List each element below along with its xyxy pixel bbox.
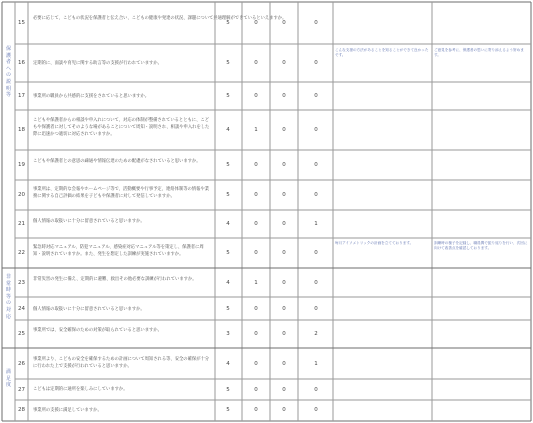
answer-no: 0: [282, 387, 286, 393]
answer-neutral: 1: [254, 280, 258, 286]
answer-unknown: 0: [314, 192, 318, 198]
answer-no: 0: [282, 280, 286, 286]
question-text: 事業所では、安全確保のための対策が取られていると思いますか。: [33, 328, 162, 333]
question-text: 定期的に、面談や育児に関する助言等の支援が行われていますか。: [33, 61, 162, 66]
question-text: 事業所より、こどもの安全を確保するための計画について周知される等、安全の確保が十分に行われた上で支援が行われていると思いますか。: [33, 357, 210, 369]
answer-no: 0: [282, 250, 286, 256]
question-text: 事業所の支援に満足していますか。: [33, 408, 102, 413]
answer-neutral: 0: [254, 331, 258, 337]
answer-yes: 5: [226, 60, 230, 66]
answer-yes: 5: [226, 407, 230, 413]
answer-neutral: 0: [254, 93, 258, 99]
answer-yes: 4: [226, 361, 230, 367]
category-label: 満足度: [5, 369, 11, 389]
answer-unknown: 0: [314, 387, 318, 393]
answer-yes: 5: [226, 387, 230, 393]
question-text: 非常災害の発生に備え、定期的に避難、救出その他必要な訓練が行われていますか。: [33, 277, 197, 282]
answer-yes: 5: [226, 93, 230, 99]
row-number: 21: [18, 221, 25, 227]
row-number: 23: [18, 280, 25, 286]
answer-unknown: 2: [314, 331, 318, 337]
answer-yes: 4: [226, 127, 230, 133]
guardian-comment: 毎月アイソメトリックの計画を立てております。: [335, 241, 414, 245]
question-text: 事業所の職員から共感的に支援をされていると思いますか。: [33, 94, 150, 99]
question-text: 個人情報の取扱いに十分に留意されていると思いますか。: [33, 307, 145, 312]
category-label: 保護者への説明等: [5, 46, 11, 99]
answer-no: 0: [282, 306, 286, 312]
row-number: 28: [18, 407, 25, 413]
row-number: 19: [18, 162, 25, 168]
answer-unknown: 0: [314, 20, 318, 26]
row-number: 25: [18, 331, 25, 337]
answer-yes: 3: [226, 331, 230, 337]
answer-unknown: 0: [314, 93, 318, 99]
answer-no: 0: [282, 127, 286, 133]
guardian-comment: こんな支援の方法があることを知ることができて良かったです。: [335, 48, 429, 57]
question-text: 事業所は、定期的な会報やホームページ等で、活動概要や行事予定、連絡体制等の情報や業務に関する自己評価の結果を子どもや保護者に対して発信していますか。: [33, 187, 209, 199]
question-text: 個人情報の取扱いに十分に留意されていると思いますか。: [33, 219, 145, 224]
answer-no: 0: [282, 93, 286, 99]
answer-neutral: 0: [254, 407, 258, 413]
answer-neutral: 0: [254, 306, 258, 312]
row-number: 26: [18, 361, 25, 367]
answer-no: 0: [282, 407, 286, 413]
answer-no: 0: [282, 361, 286, 367]
answer-yes: 5: [226, 162, 230, 168]
answer-unknown: 1: [314, 221, 318, 227]
answer-unknown: 0: [314, 250, 318, 256]
facility-response: 訓練時の様子を記録し、職員間で振り返りを行い、次回に向けて改善点を確認しております。: [434, 241, 528, 250]
answer-yes: 5: [226, 250, 230, 256]
answer-yes: 5: [226, 306, 230, 312]
answer-no: 0: [282, 192, 286, 198]
answer-no: 0: [282, 221, 286, 227]
answer-unknown: 0: [314, 127, 318, 133]
answer-neutral: 0: [254, 60, 258, 66]
row-number: 15: [18, 20, 25, 26]
row-number: 20: [18, 192, 25, 198]
row-number: 18: [18, 127, 25, 133]
row-number: 24: [18, 306, 25, 312]
answer-neutral: 0: [254, 361, 258, 367]
answer-yes: 5: [226, 20, 230, 26]
question-text: こどもや保護者との意思の疎通や情報伝達のための配慮がなされていると思いますか。: [33, 159, 201, 164]
answer-unknown: 1: [314, 361, 318, 367]
answer-unknown: 0: [314, 60, 318, 66]
answer-neutral: 0: [254, 250, 258, 256]
answer-unknown: 0: [314, 407, 318, 413]
answer-neutral: 0: [254, 20, 258, 26]
answer-unknown: 0: [314, 162, 318, 168]
answer-no: 0: [282, 162, 286, 168]
answer-unknown: 0: [314, 280, 318, 286]
question-text: 必要に応じて、こどもの状況を保護者と伝え合い、こどもの健康や発達の状況、課題について共通理解ができているといえますか。: [33, 16, 287, 21]
answer-neutral: 0: [254, 221, 258, 227]
question-text: こどもは定期的に通所を楽しみにしていますか。: [33, 387, 128, 392]
question-text: 緊急時対応マニュアル、防犯マニュアル、感染症対応マニュアル等を策定し、保護者に周知・説明されていますか。また、発生を想定した訓練が実施されていますか。: [33, 245, 204, 257]
answer-neutral: 1: [254, 127, 258, 133]
answer-unknown: 0: [314, 306, 318, 312]
row-number: 16: [18, 60, 25, 66]
row-number: 22: [18, 250, 25, 256]
answer-neutral: 0: [254, 387, 258, 393]
answer-no: 0: [282, 331, 286, 337]
answer-neutral: 0: [254, 192, 258, 198]
row-number: 17: [18, 93, 25, 99]
answer-no: 0: [282, 20, 286, 26]
answer-yes: 4: [226, 280, 230, 286]
category-label: 非常時等の対応: [5, 274, 11, 320]
facility-response: ご意見を参考に、保護者の思いに寄り添えるよう努めます。: [434, 48, 524, 57]
row-number: 27: [18, 387, 25, 393]
answer-no: 0: [282, 60, 286, 66]
answer-yes: 4: [226, 221, 230, 227]
question-text: こどもや保護者からの相談や申入れについて、対応の体制が整備されているとともに、こどもや保護者に対してそのような場があることについて周知・説明され、相談や申入れをした際に迅速かつ適切に対応されていますか。: [33, 118, 210, 137]
answer-yes: 5: [226, 192, 230, 198]
answer-neutral: 0: [254, 162, 258, 168]
